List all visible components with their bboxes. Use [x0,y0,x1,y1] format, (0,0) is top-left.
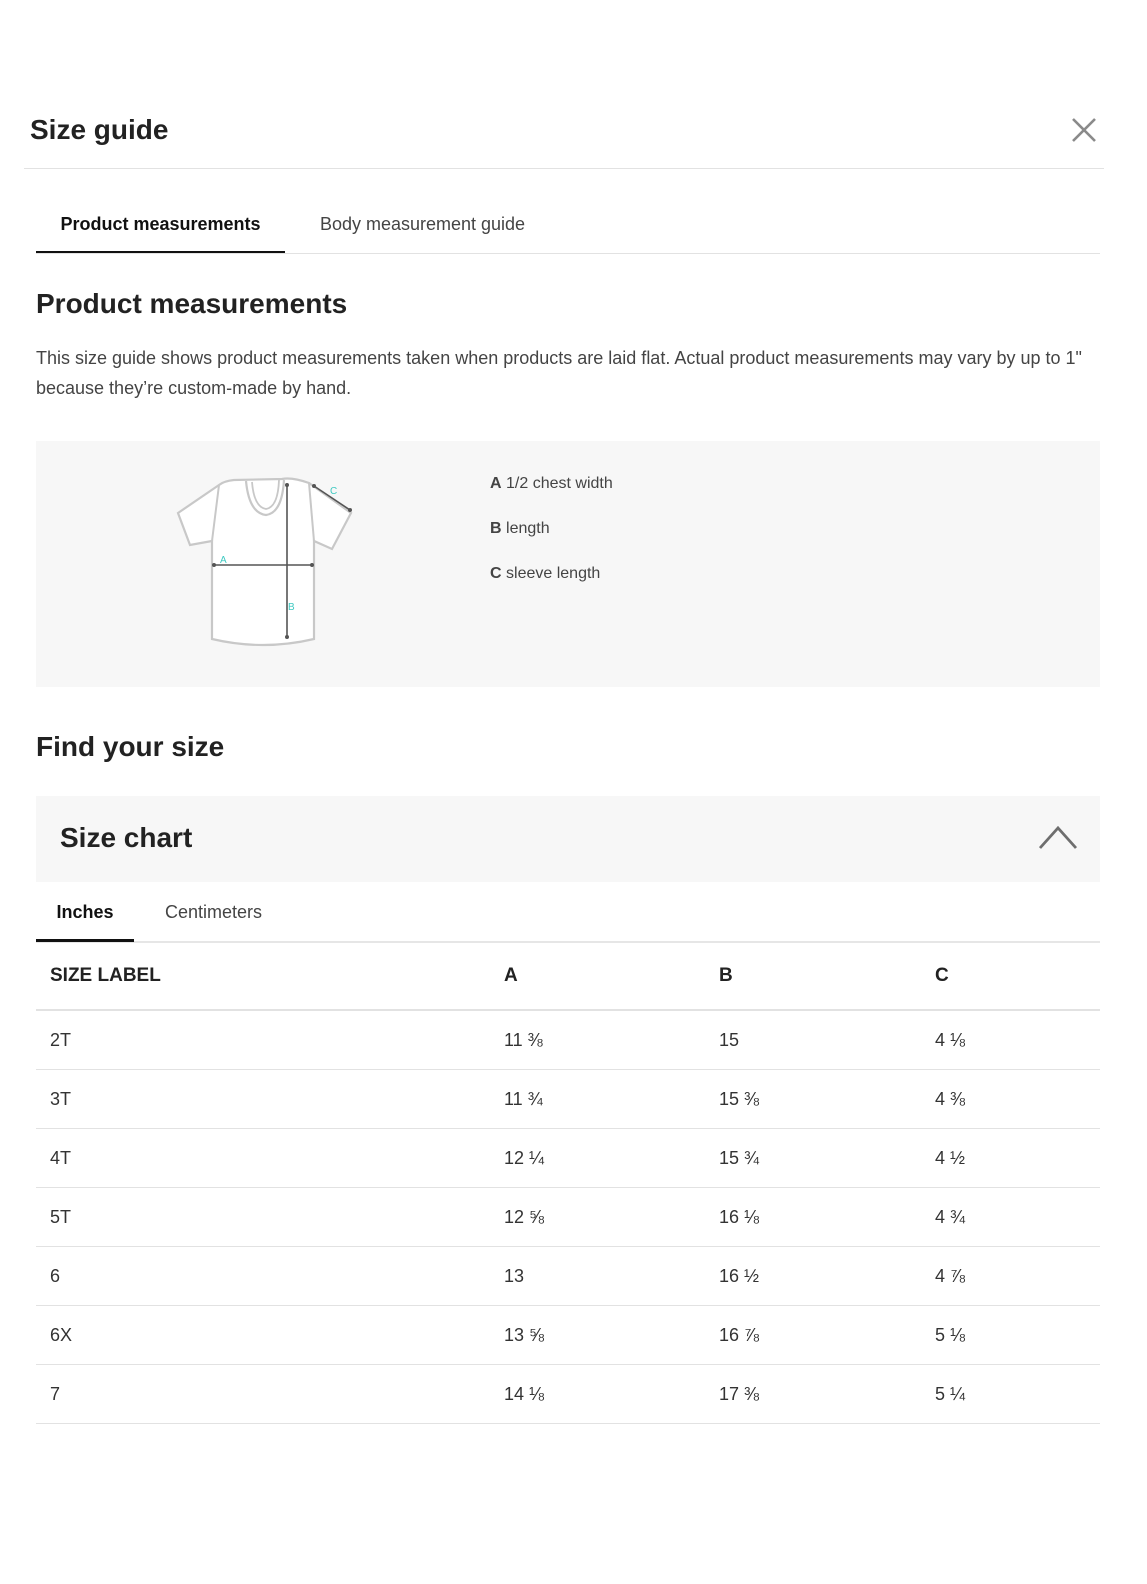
table-cell: 4 ¾ [935,1188,1100,1247]
legend-item-b [490,518,613,563]
legend-label: length [506,520,550,537]
table-cell: 6 [36,1247,504,1306]
measurement-legend [490,473,613,608]
table-cell: 4 ⅞ [935,1247,1100,1306]
table-cell: 16 ⅛ [719,1188,935,1247]
table-cell: 11 ⅜ [504,1010,719,1070]
table-row [36,1306,1100,1365]
table-cell: 5 ⅛ [935,1306,1100,1365]
tab-product-measurements[interactable]: Product measurements [36,196,285,253]
column-header: B [719,942,935,1010]
legend-label: 1/2 chest width [506,475,613,492]
table-cell: 4T [36,1129,504,1188]
table-cell: 4 ⅛ [935,1010,1100,1070]
unit-tabs [36,884,1100,943]
size-chart-accordion-header[interactable] [36,796,1100,882]
table-cell: 14 ⅛ [504,1365,719,1424]
column-header: A [504,942,719,1010]
table-row [36,1010,1100,1070]
size-chart-title: Size chart [60,822,193,853]
table-cell: 11 ¾ [504,1070,719,1129]
table-cell: 13 [504,1247,719,1306]
measurement-diagram-panel [36,441,1100,687]
table-cell: 15 [719,1010,935,1070]
table-cell: 6X [36,1306,504,1365]
legend-key: A [490,475,502,492]
tab-inches[interactable]: Inches [36,884,134,942]
close-icon [1068,114,1100,146]
product-measurements-heading: Product measurements [36,288,348,319]
legend-key: B [490,520,502,537]
table-row [36,1070,1100,1129]
tab-centimeters[interactable]: Centimeters [164,902,263,922]
table-cell: 12 ⅝ [504,1188,719,1247]
table-row [36,1247,1100,1306]
modal-header [24,96,1104,169]
measurements-description: This size guide shows product measurements taken when products are laid flat. Actual product measurements may vary by up to 1" because they’re custom-made by hand. [36,348,1082,398]
table-cell: 4 ½ [935,1129,1100,1188]
close-button[interactable] [1068,114,1100,146]
modal-title: Size guide [30,114,169,145]
table-header-row [36,942,1100,1010]
legend-key: C [490,565,502,582]
table-row [36,1129,1100,1188]
size-table [36,942,1100,1424]
marker-c: C [330,486,338,497]
table-cell: 5 ¼ [935,1365,1100,1424]
tab-body-measurement-guide[interactable]: Body measurement guide [319,214,526,234]
table-cell: 16 ½ [719,1247,935,1306]
legend-label: sleeve length [506,565,601,582]
tshirt-measurement-diagram [174,477,354,652]
legend-item-a [490,473,613,518]
column-header: C [935,942,1100,1010]
table-cell: 3T [36,1070,504,1129]
marker-a: A [220,555,227,566]
table-cell: 4 ⅜ [935,1070,1100,1129]
table-cell: 5T [36,1188,504,1247]
table-cell: 16 ⅞ [719,1306,935,1365]
legend-item-c [490,563,613,608]
table-cell: 7 [36,1365,504,1424]
measurement-tabs [36,196,1100,254]
find-your-size-heading: Find your size [36,731,225,762]
table-row [36,1188,1100,1247]
column-header: SIZE LABEL [36,942,504,1010]
table-cell: 15 ⅜ [719,1070,935,1129]
table-cell: 2T [36,1010,504,1070]
table-row [36,1365,1100,1424]
table-cell: 17 ⅜ [719,1365,935,1424]
table-cell: 15 ¾ [719,1129,935,1188]
marker-b: B [288,602,295,613]
chevron-up-icon[interactable] [1038,824,1078,850]
table-cell: 13 ⅝ [504,1306,719,1365]
table-cell: 12 ¼ [504,1129,719,1188]
